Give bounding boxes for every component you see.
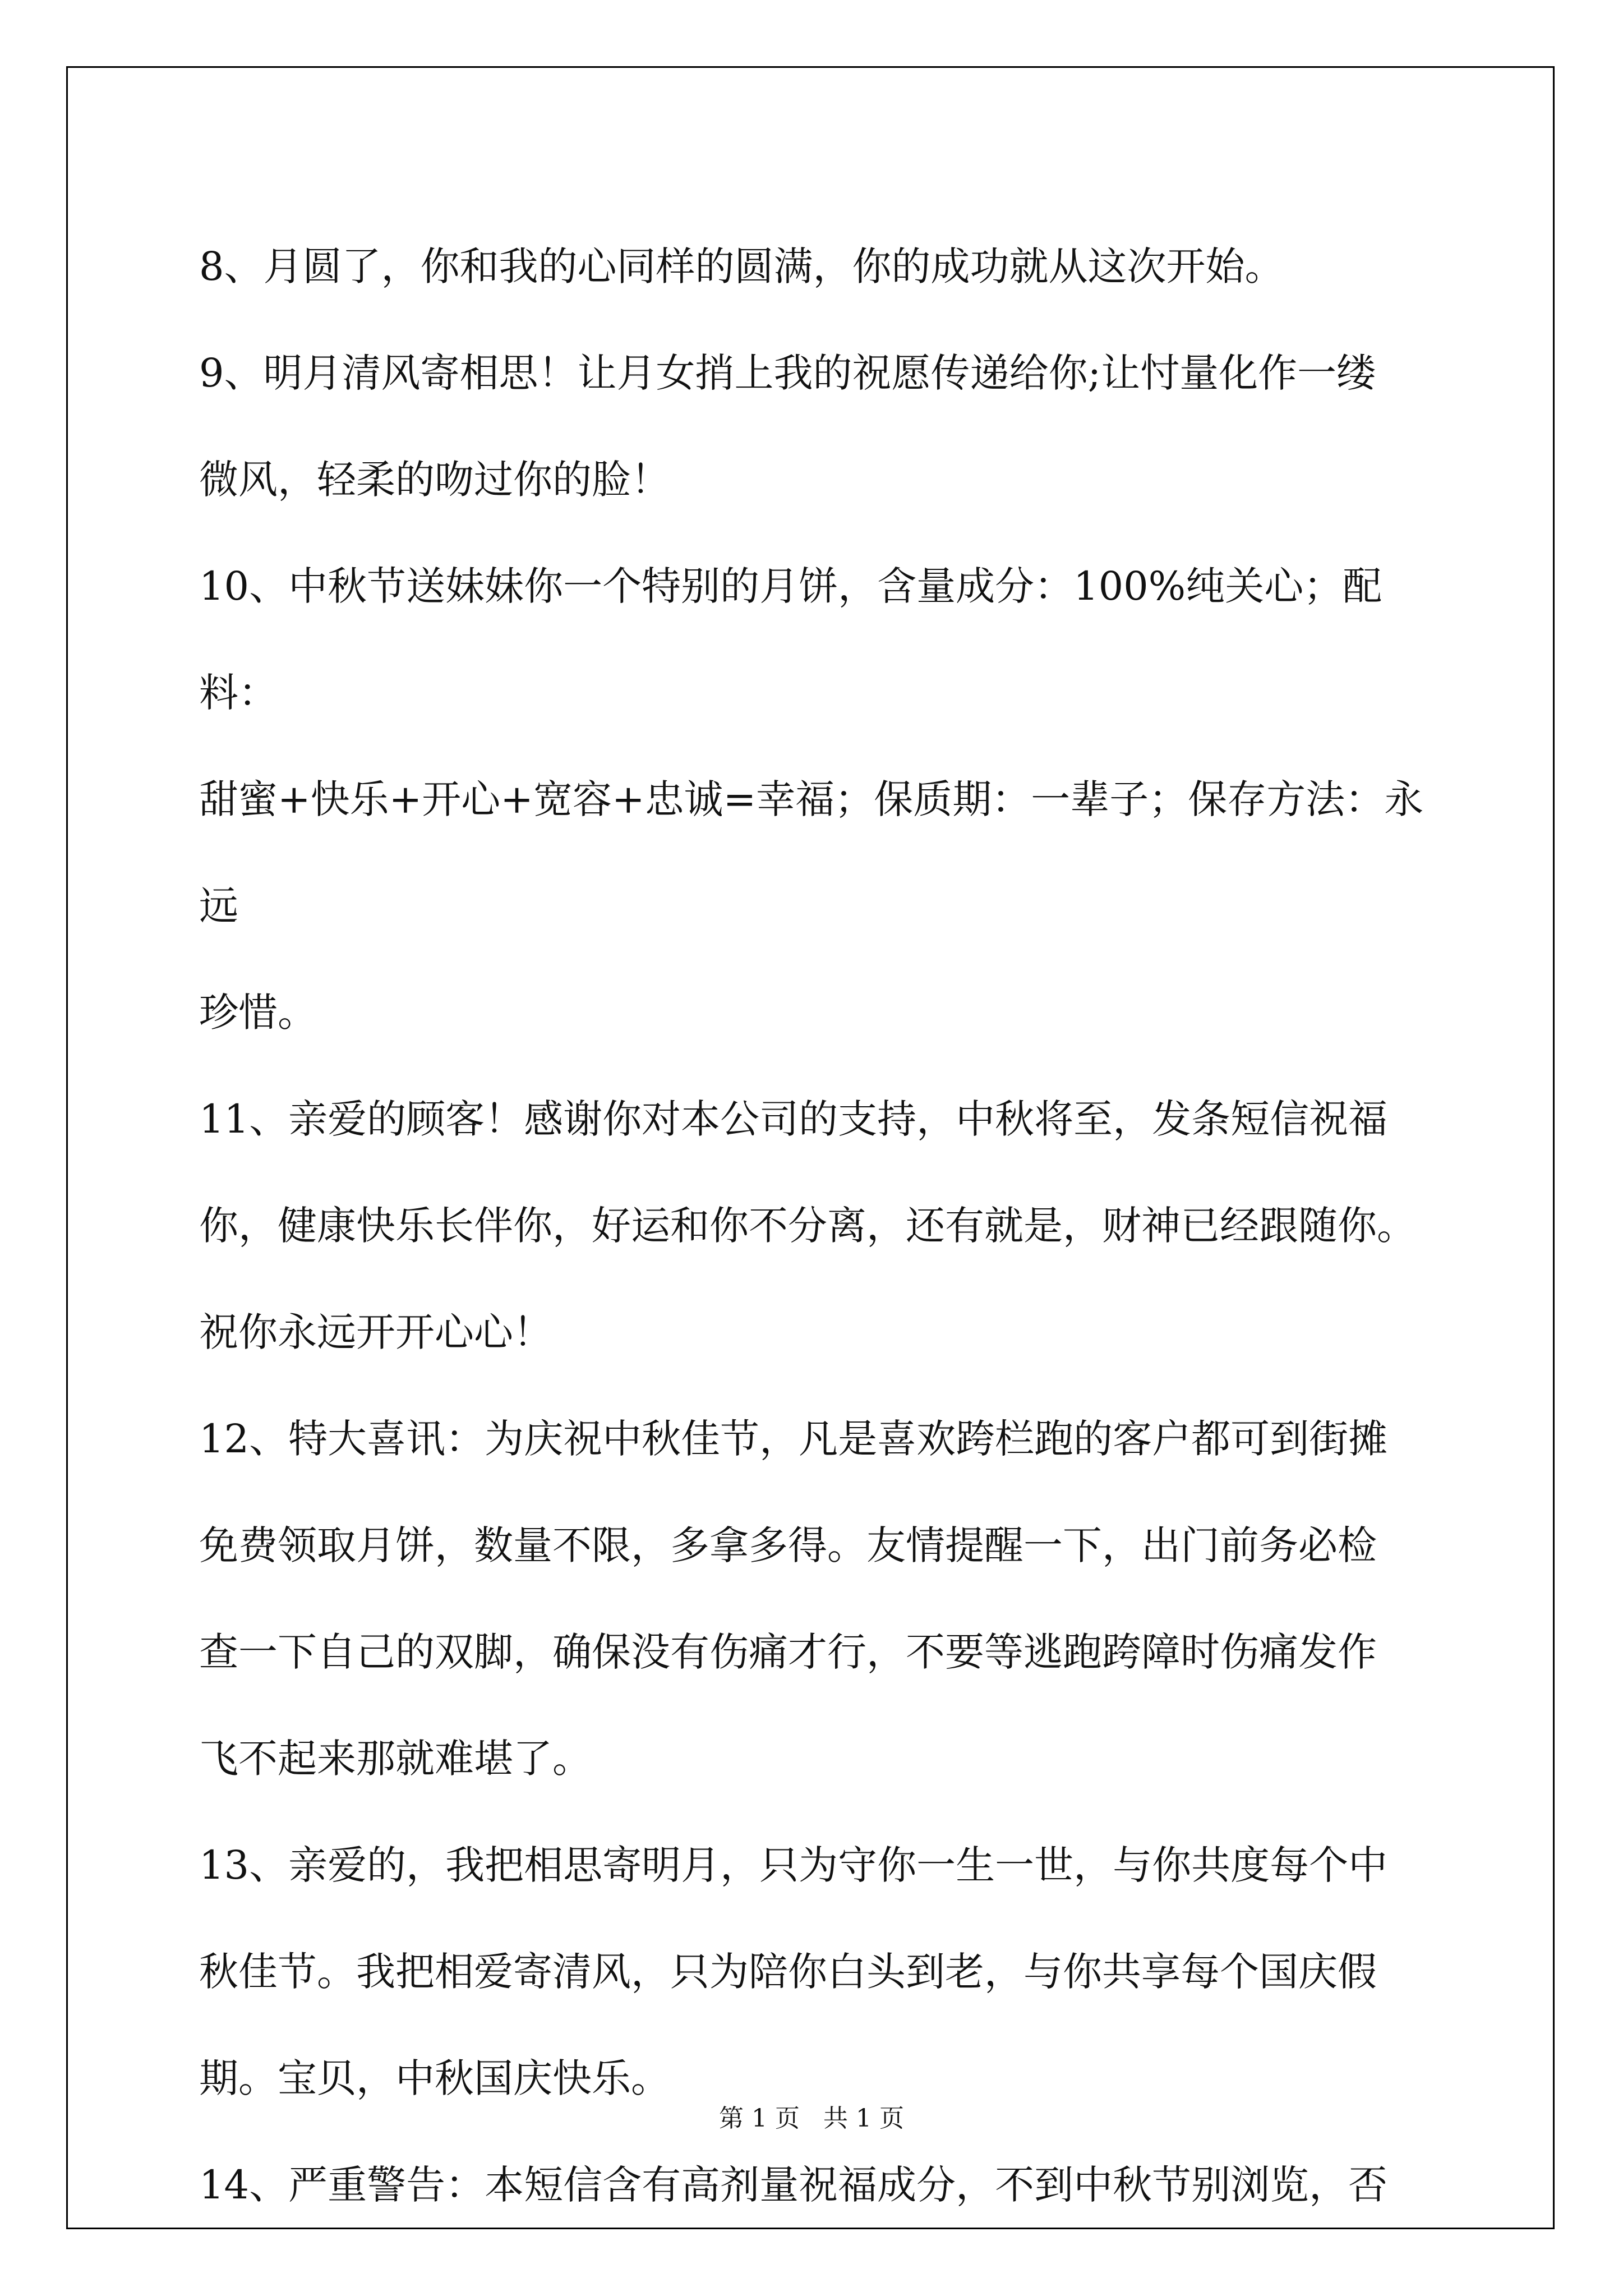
paragraph-12: 12、特大喜讯：为庆祝中秋佳节，凡是喜欢跨栏跑的客户都可到街摊 免费领取月饼，数量不限，多拿多得。友情提醒一下，出门前务必检 查一下自己的双脚，确保没有伤痛才行，不要等逃跑跨障时伤痛发作 飞不起来那就难堪了。 xyxy=(199,1416,1388,1782)
paragraph-14: 14、严重警告：本短信含有高剂量祝福成分，不到中秋节别浏览，否 xyxy=(199,2162,1388,2208)
document-body xyxy=(199,213,1455,2238)
page-footer xyxy=(0,2098,1623,2134)
paragraph-13: 13、亲爱的，我把相思寄明月，只为守你一生一世，与你共度每个中 秋佳节。我把相爱寄清风，只为陪你白头到老，与你共享每个国庆假 期。宝贝，中秋国庆快乐。 xyxy=(199,1842,1388,2101)
paragraph-9: 9、明月清风寄相思！让月女捎上我的祝愿传递给你;让忖量化作一缕 微风，轻柔的吻过你的脸！ xyxy=(199,350,1376,503)
paragraph-8: 8、月圆了，你和我的心同样的圆满，你的成功就从这次开始。 xyxy=(199,243,1284,289)
page-number-total: 共 1 页 xyxy=(823,2104,904,2133)
paragraph-10: 10、中秋节送妹妹你一个特别的月饼，含量成分：100%纯关心；配料： 甜蜜+快乐+开心+宽容+忠诚=幸福；保质期：一辈子；保存方法：永远 珍惜。 xyxy=(199,563,1424,1036)
page-number-current: 第 1 页 xyxy=(719,2104,800,2133)
paragraph-11: 11、亲爱的顾客！感谢你对本公司的支持，中秋将至，发条短信祝福 你，健康快乐长伴你，好运和你不分离，还有就是，财神已经跟随你。 祝你永远开开心心！ xyxy=(199,1096,1416,1355)
